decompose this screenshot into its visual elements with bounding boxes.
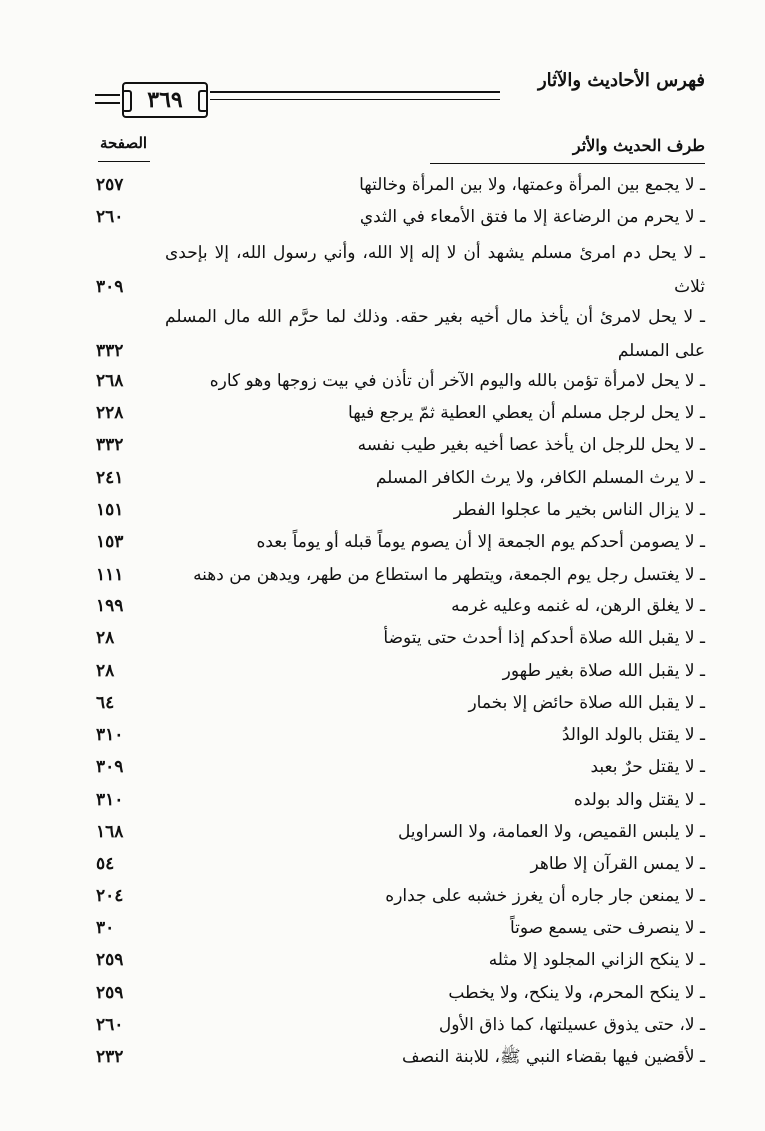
column-head-page-underline (98, 161, 150, 162)
entry-text: ـ لا يحل دم امرئ مسلم يشهد أن لا إله إلا الله، وأني رسول الله، إلا بإحدى ثلاث (165, 243, 705, 297)
entry-page: ١١١ (96, 565, 124, 585)
entry-page: ١٦٨ (96, 822, 124, 842)
entry-text: ـ لا يمس القرآن إلا طاهر (530, 854, 705, 874)
entry-text: ـ لا، حتى يذوق عسيلتها، كما ذاق الأول (438, 1015, 705, 1035)
entry-page: ٢٦٠ (96, 1015, 124, 1035)
entry-text: ـ لا يحل لرجل مسلم أن يعطي العطية ثمّ يرجع فيها (348, 403, 705, 423)
entry-text: ـ لا يلبس القميص، ولا العمامة، ولا السراويل (397, 822, 705, 842)
entry-page: ٢٥٩ (96, 950, 124, 970)
entry-page: ٣٣٢ (96, 341, 124, 361)
entry-text: ـ لا يزال الناس بخير ما عجلوا الفطر (453, 500, 705, 520)
column-head-text: طرف الحديث والأثر (572, 136, 705, 155)
entry-page: ٢٢٨ (96, 403, 124, 423)
entry-page: ٢٥٧ (96, 175, 124, 195)
entry-page: ١٥٣ (96, 532, 124, 552)
entry-text: ـ لا يقبل الله صلاة بغير طهور (502, 661, 705, 681)
header-rule (210, 91, 500, 100)
entry-text: ـ لأقضين فيها بقضاء النبي ﷺ، للابنة النصف (402, 1047, 705, 1067)
entry-page: ٣٠ (96, 918, 115, 938)
entry-page: ٢٥٩ (96, 983, 124, 1003)
entry-text: ـ لا يحرم من الرضاعة إلا ما فتق الأمعاء في الثدي (359, 207, 705, 227)
entry-page: ٣١٠ (96, 725, 124, 745)
column-head-page: الصفحة (100, 134, 148, 152)
entry-text: ـ لا يرث المسلم الكافر، ولا يرث الكافر المسلم (375, 468, 705, 488)
entry-page: ١٩٩ (96, 596, 124, 616)
entry-page: ١٥١ (96, 500, 124, 520)
entry-text: ـ لا يقتل بالولد الوالدُ (561, 725, 705, 745)
entry-page: ٢٦٨ (96, 371, 124, 391)
header-rule-left (95, 94, 120, 104)
column-head-underline (430, 163, 705, 164)
entry-text: ـ لا يقبل الله صلاة حائض إلا بخمار (468, 693, 705, 713)
entry-page: ٢٠٤ (96, 886, 124, 906)
entry-text: ـ لا ينكح الزاني المجلود إلا مثله (488, 950, 705, 970)
entry-text: ـ لا ينصرف حتى يسمع صوتاً (509, 918, 705, 938)
entry-text: ـ لا يقبل الله صلاة أحدكم إذا أحدث حتى يتوضأ (383, 628, 705, 648)
entry-text: ـ لا يغتسل رجل يوم الجمعة، ويتطهر ما استطاع من طهر، ويدهن من دهنه (193, 565, 705, 585)
entry-page: ٣٣٢ (96, 435, 124, 455)
entry-text: ـ لا يحل للرجل ان يأخذ عصا أخيه بغير طيب نفسه (357, 435, 705, 455)
entry-page: ٢٣٢ (96, 1047, 124, 1067)
entry-page: ٥٤ (96, 854, 115, 874)
entry-text: ـ لا يغلق الرهن، له غنمه وعليه غرمه (451, 596, 705, 616)
entry-page: ٣٠٩ (96, 757, 124, 777)
entry-text: ـ لا يقتل حرٌ بعبد (590, 757, 705, 777)
entry-page: ٣١٠ (96, 790, 124, 810)
entry-text: ـ لا يجمع بين المرأة وعمتها، ولا بين المرأة وخالتها (359, 175, 705, 195)
entry-page: ٣٠٩ (96, 277, 124, 297)
entry-page: ٢٤١ (96, 468, 124, 488)
entry-page: ٢٨ (96, 661, 115, 681)
entry-text: ـ لا يحل لامرئ أن يأخذ مال أخيه بغير حقه. وذلك لما حرَّم الله مال المسلم على المسلم (165, 307, 705, 361)
entry-text: ـ لا ينكح المحرم، ولا ينكح، ولا يخطب (448, 983, 705, 1003)
entry-text: ـ لا يمنعن جار جاره أن يغرز خشبه على جداره (385, 886, 705, 906)
entry-text: ـ لا يصومن أحدكم يوم الجمعة إلا أن يصوم يوماً قبله أو يوماً بعده (256, 532, 705, 552)
entry-page: ٢٦٠ (96, 207, 124, 227)
page-header-title: فهرس الأحاديث والآثار (537, 70, 705, 91)
entry-page: ٢٨ (96, 628, 115, 648)
entry-text: ـ لا يحل لامرأة تؤمن بالله واليوم الآخر أن تأذن في بيت زوجها وهو كاره (209, 371, 705, 391)
entry-page: ٦٤ (96, 693, 115, 713)
entry-text: ـ لا يقتل والد بولده (573, 790, 705, 810)
page-number-badge: ٣٦٩ (122, 82, 208, 118)
